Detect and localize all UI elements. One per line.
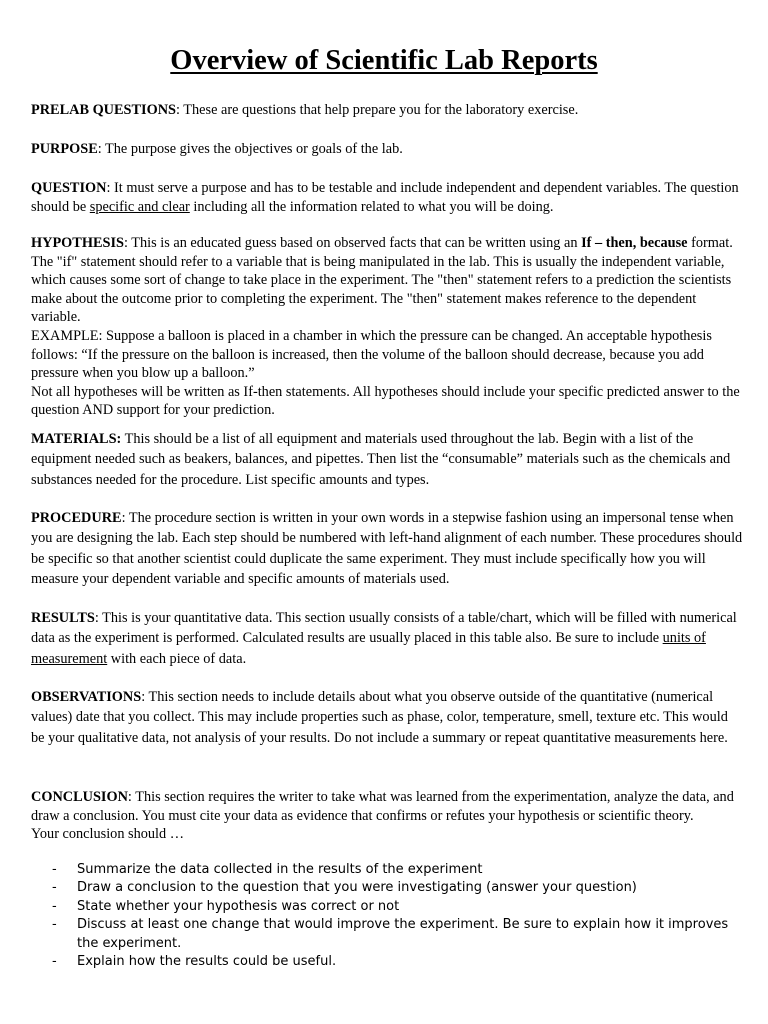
observations-label: OBSERVATIONS	[31, 689, 142, 705]
hypothesis-note: Not all hypotheses will be written as If-then statements. All hypotheses should include your specific predicted answer to the question AND support for your prediction.	[31, 383, 740, 419]
conclusion-lead: Your conclusion should …	[31, 826, 185, 843]
materials-label: MATERIALS:	[31, 431, 122, 447]
bullet-dash: -	[52, 880, 57, 896]
list-item	[52, 953, 742, 971]
materials-text: This should be a list of all equipment and materials used throughout the lab. Begin with a list of the equipment needed such as beakers, balances, and pipettes. Then list the “consumable” materials such as the chemicals and substances needed for the procedure. List specific amounts and types.	[31, 431, 731, 488]
list-item-text: Draw a conclusion to the question that you were investigating (answer your question)	[77, 880, 637, 896]
purpose-label: PURPOSE	[31, 141, 98, 157]
prelab-section	[31, 101, 743, 120]
list-item	[52, 916, 742, 953]
prelab-label: PRELAB QUESTIONS	[31, 102, 176, 118]
list-item-text: Summarize the data collected in the results of the experiment	[77, 862, 483, 877]
bullet-dash: -	[52, 898, 57, 914]
observations-section	[31, 687, 743, 748]
conclusion-label: CONCLUSION	[31, 789, 128, 805]
page-title: Overview of Scientific Lab Reports	[170, 45, 598, 76]
observations-text: : This section needs to include details about what you observe outside of the quantitative (numerical values) date that you collect. This may include properties such as phase, color, temperature, smell, texture etc. This would be your qualitative data, not analysis of your results. Do not include a summary or repeat quantitative measurements here.	[31, 689, 728, 746]
procedure-text: : The procedure section is written in your own words in a stepwise fashion using an impersonal tense when you are designing the lab. Each step should be numbered with left-hand alignment of each number. These procedures should be specific so that another scientist could duplicate the same experiment. They must include specifically how you will measure your dependent variable and specific amounts of materials used.	[31, 510, 743, 588]
results-label: RESULTS	[31, 610, 95, 626]
list-item-text: State whether your hypothesis was correct or not	[77, 898, 400, 914]
list-item	[52, 861, 742, 879]
hypothesis-example: EXAMPLE: Suppose a balloon is placed in a chamber in which the pressure can be changed. An acceptable hypothesis follows: “If the pressure on the balloon is increased, then the volume of the balloon should decrease, because you add pressure when you blow up a balloon.”	[31, 327, 712, 382]
procedure-label: PROCEDURE	[31, 510, 122, 526]
bullet-dash: -	[52, 917, 57, 933]
hypothesis-text-1: : This is an educated guess based on observed facts that can be written using an	[123, 235, 582, 251]
list-item-text: Explain how the results could be useful.	[77, 954, 337, 970]
question-section	[31, 179, 743, 216]
purpose-section	[31, 140, 743, 159]
procedure-section	[31, 508, 743, 590]
list-item	[52, 898, 742, 916]
question-text-2: including all the information related to what you will be doing.	[189, 198, 554, 215]
list-item-text: Discuss at least one change that would improve the experiment. Be sure to explain how it improves the experiment.	[77, 917, 729, 951]
results-text-2: with each piece of data.	[107, 650, 247, 667]
purpose-text: : The purpose gives the objectives or goals of the lab.	[97, 141, 403, 157]
materials-section	[31, 429, 743, 490]
results-section	[31, 608, 743, 669]
question-text-1: : It must serve a purpose and has to be testable and include independent and dependent variables. The question should be	[31, 180, 739, 215]
bullet-dash: -	[52, 954, 57, 970]
list-item	[52, 879, 742, 897]
hypothesis-text-2: format. The "if" statement should refer to a variable that is being manipulated in the lab. This is usually the independent variable, which causes some sort of change to take place in the experiment. The "then" statement refers to a prediction the scientists make about the outcome prior to completing the experiment. The "then" statement makes reference to the dependent variable.	[31, 235, 733, 326]
conclusion-text: : This section requires the writer to take what was learned from the experimentation, analyze the data, and draw a conclusion. You must cite your data as evidence that confirms or refutes your hypothesis or scientific theory.	[31, 789, 734, 824]
question-underlined: specific and clear	[89, 198, 190, 215]
results-text-1: : This is your quantitative data. This section usually consists of a table/chart, which will be filled with numerical data as the experiment is performed. Calculated results are usually placed in this table also. Be sure to include	[31, 610, 737, 647]
conclusion-list	[52, 861, 742, 971]
results-underlined: units of measurement	[31, 630, 706, 667]
bullet-dash: -	[52, 862, 57, 877]
prelab-text: : These are questions that help prepare you for the laboratory exercise.	[176, 102, 579, 118]
conclusion-section	[31, 788, 743, 844]
question-label: QUESTION	[31, 180, 107, 196]
hypothesis-section	[31, 234, 743, 420]
hypothesis-format-bold: If – then, because	[581, 235, 688, 251]
hypothesis-label: HYPOTHESIS	[31, 235, 124, 251]
